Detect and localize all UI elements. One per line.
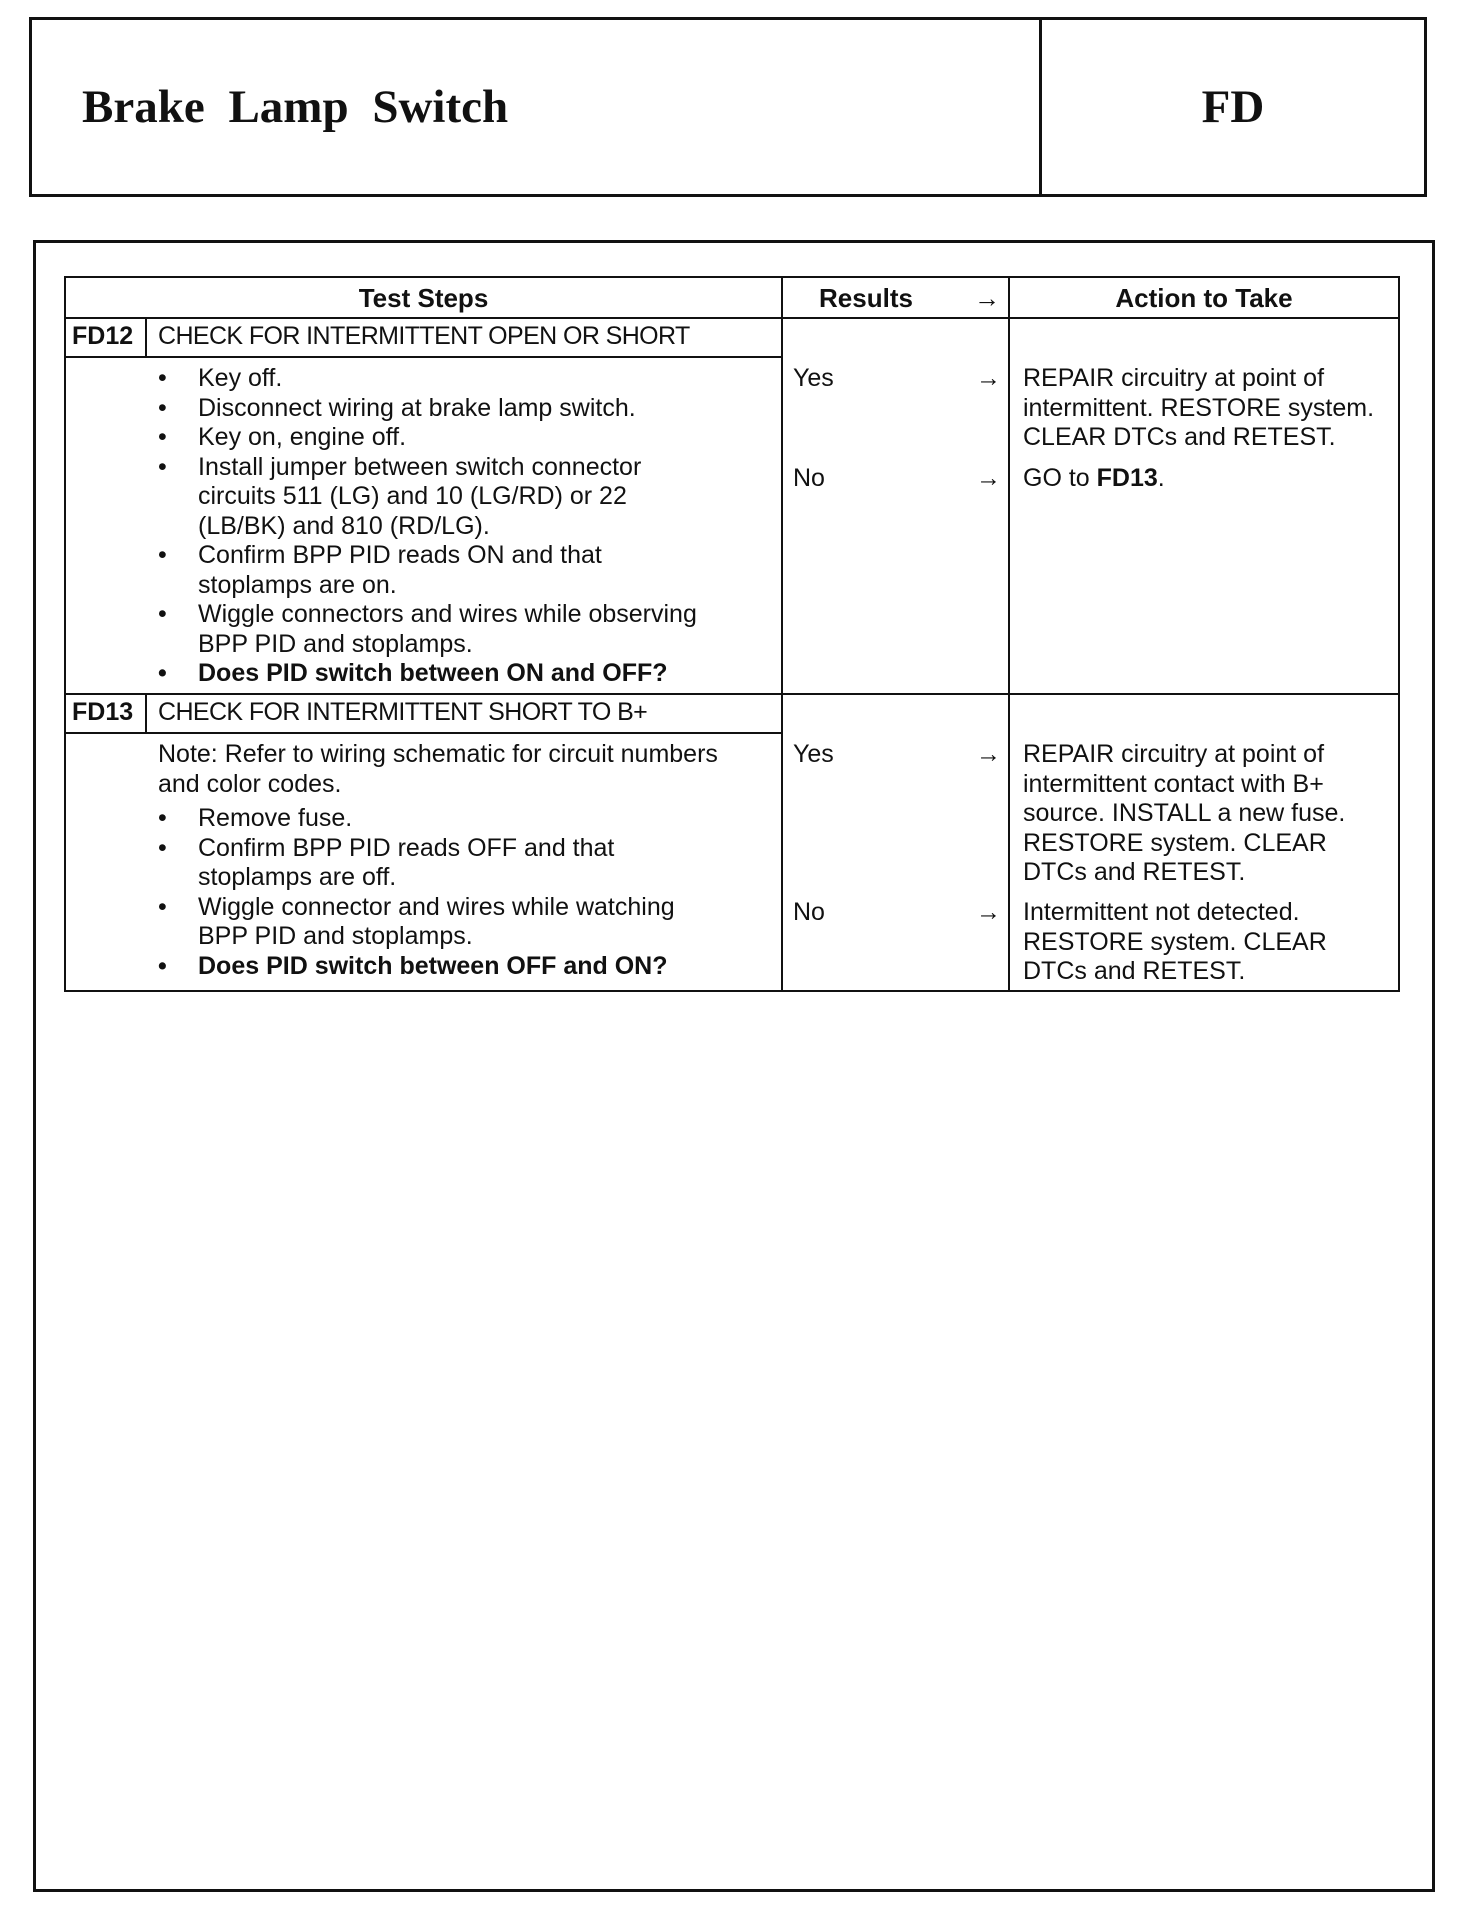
fd12-yes-arrow: → xyxy=(976,364,1001,392)
fd13-result-yes: Yes xyxy=(793,740,834,768)
step-code-fd13: FD13 xyxy=(72,698,134,726)
list-item-question: • Does PID switch between OFF and ON? xyxy=(158,952,718,982)
column-header-arrow: → xyxy=(974,283,1000,313)
page-title: Brake Lamp Switch xyxy=(82,81,509,133)
fd12-step-list xyxy=(158,364,718,689)
fd12-no-arrow: → xyxy=(976,464,1001,492)
fd12-yes-action: REPAIR circuitry at point of intermittent. RESTORE system. CLEAR DTCs and RETEST. xyxy=(1023,364,1375,451)
section-code: FD xyxy=(1201,81,1265,133)
action-column-divider xyxy=(1008,278,1010,990)
step-title-fd12: CHECK FOR INTERMITTENT OPEN OR SHORT xyxy=(158,322,690,350)
column-header-results: Results xyxy=(819,283,913,313)
step-code-fd12: FD12 xyxy=(72,322,134,350)
list-item: • Wiggle connectors and wires while observing BPP PID and stoplamps. xyxy=(158,600,718,659)
fd12-result-yes: Yes xyxy=(793,364,834,392)
list-item: • Wiggle connector and wires while watching BPP PID and stoplamps. xyxy=(158,893,718,952)
fd13-result-no: No xyxy=(793,898,825,926)
fd13-title-divider xyxy=(66,732,781,734)
test-steps-table xyxy=(64,276,1400,992)
list-item: • Install jumper between switch connector circuits 511 (LG) and 10 (LG/RD) or 22 (LB/BK) and 810 (RD/LG). xyxy=(158,453,718,542)
list-item: • Key off. xyxy=(158,364,718,394)
list-item: • Key on, engine off. xyxy=(158,423,718,453)
step-row-divider xyxy=(66,693,1398,695)
fd13-no-arrow: → xyxy=(976,898,1001,926)
header-box xyxy=(29,17,1427,197)
fd12-title-divider xyxy=(66,356,781,358)
list-item-question: • Does PID switch between ON and OFF? xyxy=(158,659,718,689)
fd12-code-divider xyxy=(145,317,147,356)
fd13-no-action: Intermittent not detected. RESTORE system. CLEAR DTCs and RETEST. xyxy=(1023,898,1327,985)
fd13-reference-link[interactable]: FD13 xyxy=(1096,464,1158,492)
fd12-result-no: No xyxy=(793,464,825,492)
step-title-fd13: CHECK FOR INTERMITTENT SHORT TO B+ xyxy=(158,698,648,726)
fd12-no-action-text: GO to xyxy=(1023,464,1097,492)
fd13-step-list xyxy=(158,804,718,981)
column-header-action: Action to Take xyxy=(1115,283,1293,313)
fd12-no-action-suffix: . xyxy=(1157,464,1165,492)
list-item: • Disconnect wiring at brake lamp switch. xyxy=(158,394,718,424)
column-header-test-steps: Test Steps xyxy=(358,283,489,313)
list-item: • Confirm BPP PID reads ON and that stoplamps are on. xyxy=(158,541,718,600)
fd13-note: Note: Refer to wiring schematic for circuit numbers and color codes. xyxy=(158,740,718,798)
header-row-divider xyxy=(66,317,1398,319)
fd13-yes-arrow: → xyxy=(976,740,1001,768)
fd12-no-action xyxy=(1023,464,1395,494)
list-item: • Confirm BPP PID reads OFF and that stoplamps are off. xyxy=(158,834,718,893)
list-item: • Remove fuse. xyxy=(158,804,718,834)
fd13-code-divider xyxy=(145,693,147,732)
fd13-yes-action: REPAIR circuitry at point of intermittent contact with B+ source. INSTALL a new fuse. RESTORE system. CLEAR DTCs and RETEST. xyxy=(1023,740,1346,886)
results-column-divider xyxy=(781,278,783,990)
